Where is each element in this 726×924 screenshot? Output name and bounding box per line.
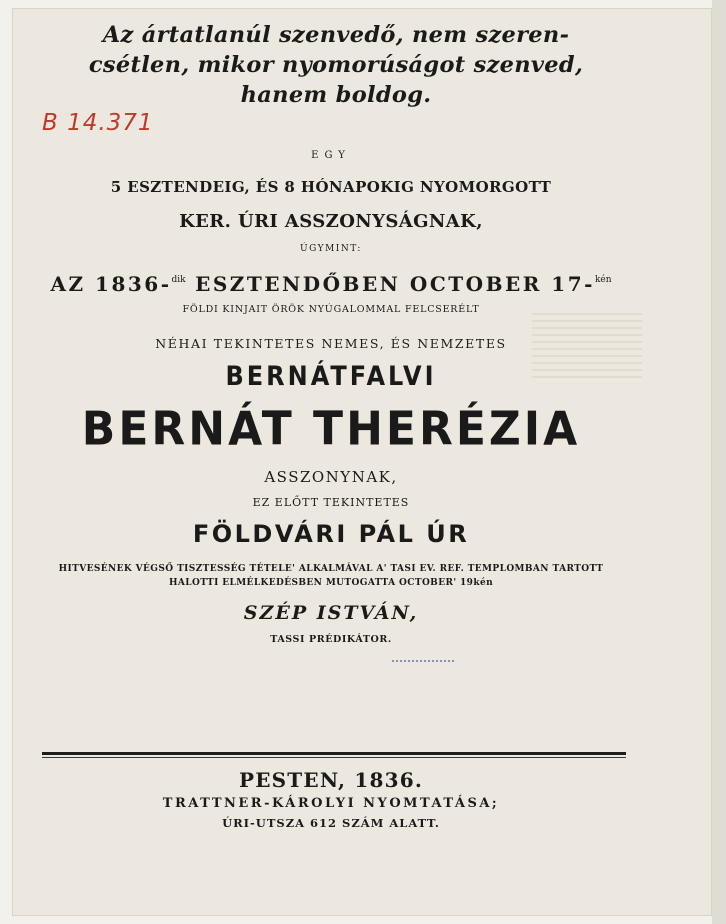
title-line-9: ASSZONYNAK,	[264, 468, 398, 486]
title-line-11: FÖLDVÁRI PÁL ÚR	[192, 520, 470, 548]
title-line-2: KER. ÚRI ASSZONYSÁGNAK,	[179, 211, 483, 232]
motto-line: csétlen, mikor nyomorúságot szenved,	[88, 52, 584, 78]
divider-rule	[42, 752, 626, 755]
page-edge	[712, 0, 726, 924]
date-text: AZ 1836-	[50, 272, 172, 296]
date-text: ESZTENDŐBEN OCTOBER 17-	[185, 272, 595, 296]
title-line-5: FÖLDI KINJAIT ÖRÖK NYÚGALOMMAL FELCSERÉLT	[182, 304, 480, 315]
motto	[36, 20, 636, 110]
title-line-4	[12, 272, 650, 296]
author-name: SZÉP ISTVÁN,	[243, 602, 419, 624]
motto-line: Az ártatlanúl szenvedő, nem szeren-	[102, 22, 570, 48]
title-line-6: NÉHAI TEKINTETES NEMES, ÉS NEMZETES	[155, 336, 507, 351]
title-egy: EGY	[311, 150, 351, 161]
imprint-address: ÚRI-UTSZA 612 SZÁM ALATT.	[222, 816, 440, 830]
title-line-7: BERNÁTFALVI	[225, 360, 437, 392]
imprint-place-year: PESTEN, 1836.	[238, 768, 423, 792]
author-title: TASSI PRÉDIKÁTOR.	[270, 634, 392, 645]
title-line-1: 5 ESZTENDEIG, ÉS 8 HÓNAPOKIG NYOMORGOTT	[110, 178, 552, 196]
library-stamp	[392, 642, 454, 662]
title-line-12: HITVESÉNEK VÉGSŐ TISZTESSÉG TÉTELE' ALKALMÁVAL A' TASI EV. REF. TEMPLOMBAN TARTOTT	[58, 564, 604, 574]
ordinal-suffix: dik	[171, 275, 186, 285]
title-line-3: ÚGYMINT:	[300, 244, 362, 254]
imprint-printer: TRATTNER-KÁROLYI NYOMTATÁSA;	[162, 796, 500, 811]
title-line-10: EZ ELŐTT TEKINTETES	[252, 496, 410, 509]
title-page	[12, 8, 712, 916]
ordinal-suffix: kén	[594, 275, 612, 285]
title-line-13: HALOTTI ELMÉLKEDÉSBEN MUTOGATTA OCTOBER' 19kén	[168, 578, 494, 588]
motto-line: hanem boldog.	[240, 82, 432, 108]
handwritten-shelfmark: B 14.371	[42, 110, 154, 136]
main-title: BERNÁT THERÉZIA	[81, 402, 581, 457]
divider-rule	[42, 757, 626, 758]
